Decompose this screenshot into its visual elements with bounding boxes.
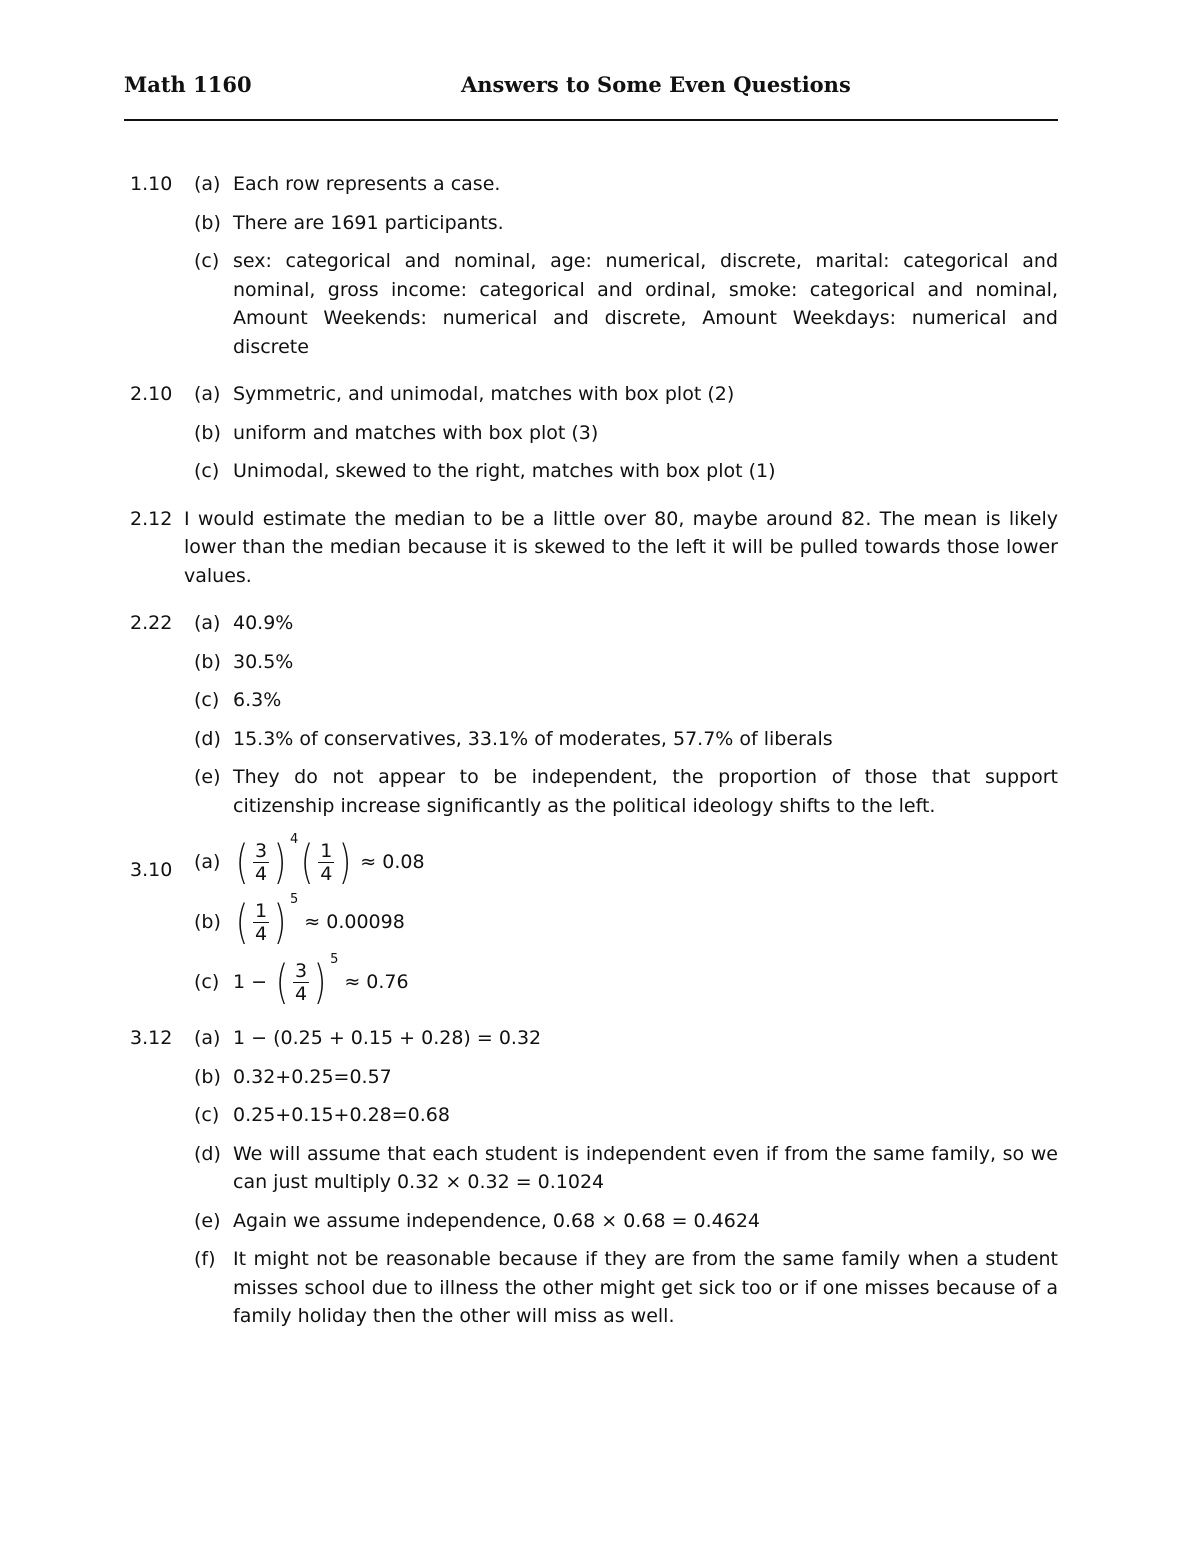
answer-part: [194, 1024, 1058, 1053]
exponent: 5: [290, 891, 299, 907]
part-label: (e): [194, 766, 221, 788]
answer-part: [194, 247, 1058, 361]
question-2-22: [124, 609, 1058, 820]
part-text: 0.25+0.15+0.28=0.68: [233, 1104, 450, 1126]
header-rule: [124, 119, 1058, 121]
answer-part: [194, 1101, 1058, 1130]
answer-part: [194, 380, 1058, 409]
question-number: 2.12: [130, 507, 173, 530]
question-2-12: [124, 505, 1058, 591]
part-label: (c): [194, 460, 220, 482]
part-label: (a): [194, 173, 221, 195]
answer-part: [194, 419, 1058, 448]
part-text: It might not be reasonable because if they are from the same family when a student misses school due to illness the other might get sick too or if one misses because of a family holiday then the other will miss as well.: [233, 1248, 1058, 1327]
answer-part: [194, 763, 1058, 820]
answer-part: [194, 457, 1058, 486]
part-label: (b): [194, 910, 221, 933]
part-label: (d): [194, 727, 221, 750]
part-label: (b): [194, 211, 221, 234]
answer-part: [194, 1207, 1058, 1236]
left-paren: (: [235, 895, 249, 949]
answer-part: [194, 170, 1058, 199]
result: ≈ 0.08: [360, 850, 425, 873]
math-expression: [233, 831, 425, 889]
answer-part: [194, 609, 1058, 638]
answer-part: [194, 1140, 1058, 1197]
page-header: [124, 72, 1058, 106]
answer-part: [194, 209, 1058, 238]
part-text: 40.9%: [233, 612, 294, 634]
exponent: 4: [290, 831, 299, 847]
prefix: 1 −: [233, 970, 268, 993]
fraction: $\frac{3}{4}$: [254, 839, 268, 885]
answer-part: [194, 686, 1058, 715]
part-text: We will assume that each student is independent even if from the same family, so we can just multiply 0.32 × 0.32 = 0.1024: [233, 1142, 1058, 1193]
part-label: (a): [194, 612, 221, 634]
math-expression: [233, 891, 405, 949]
answers-list: [124, 170, 1058, 1350]
part-label: (d): [194, 1142, 221, 1165]
part-label: (a): [194, 850, 221, 873]
left-paren: (: [235, 835, 249, 889]
part-text: 15.3% of conservatives, 33.1% of moderates, 57.7% of liberals: [233, 727, 833, 750]
math-expression: [233, 951, 409, 1009]
question-number: 2.10: [130, 383, 173, 405]
document-title: Answers to Some Even Questions: [461, 72, 851, 97]
part-text: Again we assume independence, 0.68 × 0.68 = 0.4624: [233, 1209, 761, 1232]
right-paren: ): [339, 835, 352, 889]
answer-part: [194, 891, 1058, 949]
part-label: (c): [194, 689, 220, 711]
part-label: (c): [194, 250, 220, 272]
question-number: 2.22: [130, 612, 173, 634]
question-number: 3.12: [130, 1027, 173, 1049]
right-paren: ): [273, 895, 287, 949]
part-text: sex: categorical and nominal, age: numerical, discrete, marital: categorical and nominal, gross income: categorical and ordinal, smoke: categorical and nominal, Amount Weekends: numerical and discrete, Amount Weekdays: numerical and discrete: [233, 250, 1058, 358]
part-label: (a): [194, 383, 221, 405]
result: ≈ 0.76: [344, 970, 409, 993]
question-3-12: [124, 1024, 1058, 1331]
right-paren: ): [313, 955, 327, 1009]
part-label: (e): [194, 1209, 221, 1232]
question-3-10: [124, 831, 1058, 1009]
part-label: (b): [194, 650, 221, 673]
part-text: 30.5%: [233, 650, 294, 673]
question-2-10: [124, 380, 1058, 486]
part-label: (c): [194, 970, 220, 993]
exponent: 5: [330, 951, 339, 967]
question-number: 1.10: [130, 173, 173, 195]
part-text: 0.32+0.25=0.57: [233, 1065, 392, 1088]
part-text: 1 − (0.25 + 0.15 + 0.28) = 0.32: [233, 1027, 542, 1049]
fraction: $\frac{1}{4}$: [254, 899, 268, 945]
answer-part: [194, 951, 1058, 1009]
question-number: 3.10: [130, 859, 173, 881]
part-label: (f): [194, 1248, 216, 1270]
course-title: Math 1160: [124, 72, 252, 97]
part-text: uniform and matches with box plot (3): [233, 421, 599, 444]
answer-part: [194, 1063, 1058, 1092]
part-label: (a): [194, 1027, 221, 1049]
answer-part: [194, 1245, 1058, 1331]
part-label: (b): [194, 421, 221, 444]
answer-part: [194, 648, 1058, 677]
answer-text: I would estimate the median to be a little over 80, maybe around 82. The mean is likely lower than the median because it is skewed to the left it will be pulled towards those lower values.: [184, 507, 1058, 587]
part-text: They do not appear to be independent, the proportion of those that support citizenship increase significantly as the political ideology shifts to the left.: [233, 766, 1058, 817]
fraction: $\frac{3}{4}$: [295, 959, 308, 1005]
left-paren: (: [300, 835, 314, 889]
part-text: 6.3%: [233, 689, 282, 711]
part-text: Unimodal, skewed to the right, matches with box plot (1): [233, 460, 776, 482]
part-text: Symmetric, and unimodal, matches with box plot (2): [233, 383, 735, 405]
answer-part: [194, 831, 1058, 889]
result: ≈ 0.00098: [304, 910, 405, 933]
part-text: Each row represents a case.: [233, 173, 501, 195]
part-label: (c): [194, 1104, 220, 1126]
left-paren: (: [275, 955, 289, 1009]
right-paren: ): [273, 835, 287, 889]
answer-part: [194, 725, 1058, 754]
part-text: There are 1691 participants.: [233, 211, 504, 234]
question-1-10: [124, 170, 1058, 361]
fraction: $\frac{1}{4}$: [320, 839, 333, 885]
part-label: (b): [194, 1065, 221, 1088]
